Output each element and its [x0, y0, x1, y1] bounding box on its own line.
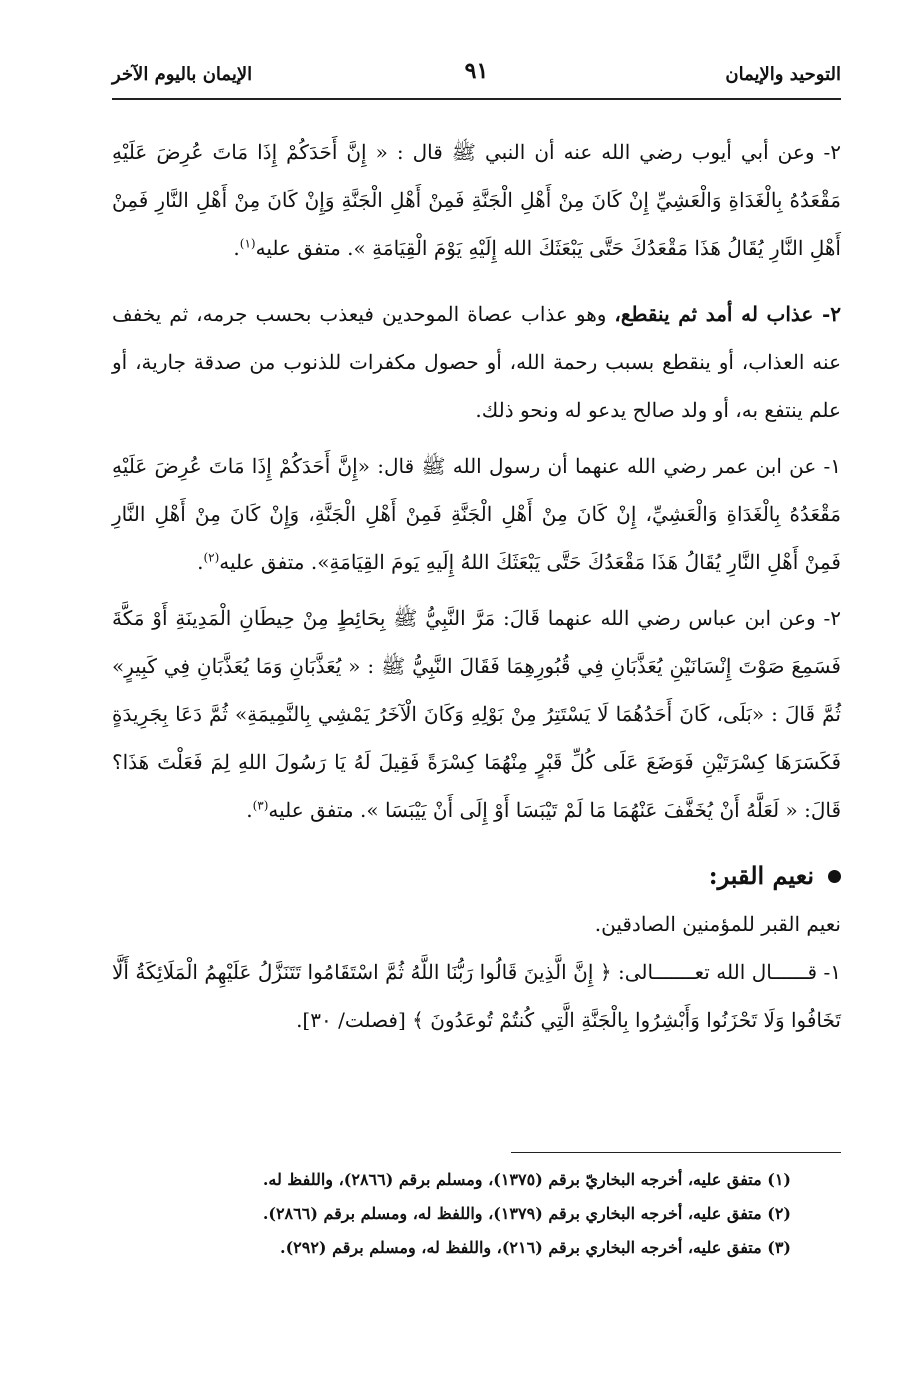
footnote-divider [511, 1152, 841, 1153]
page-body [112, 128, 841, 1044]
punishment-type-paragraph [112, 290, 841, 434]
page-number: ٩١ [464, 58, 489, 84]
footnote-ref: (١) [239, 236, 256, 251]
page-header [112, 58, 841, 100]
section-heading [112, 852, 841, 900]
section-header-title: الإيمان باليوم الآخر [112, 64, 253, 85]
quran-verse: ١- قــــــال الله تعـــــــالى: ﴿ إِنَّ الَّذِينَ قَالُوا رَبُّنَا اللَّهُ ثُمَّ اسْتَقَامُوا تَتَنَزَّلُ عَلَيْهِمُ الْمَلَائِكَةُ أَلَّا تَخَافُوا وَلَا تَحْزَنُوا وَأَبْشِرُوا بِالْجَنَّةِ الَّتِي كُنتُمْ تُوعَدُونَ ﴾ [فصلت/ ٣٠]. [112, 960, 841, 1032]
punishment-type-text: وهو عذاب عصاة الموحدين فيعذب بحسب جرمه، ثم يخفف عنه العذاب، أو ينقطع بسبب رحمة الله، أو حصول مكفرات للذنوب من صدقة جارية، أو علم ينتفع به، أو ولد صالح يدعو له ونحو ذلك. [112, 302, 841, 422]
hadith-text: ١- عن ابن عمر رضي الله عنهما أن رسول الله ﷺ قال: «إِنَّ أَحَدَكُمْ إِذَا مَاتَ عُرِضَ عَلَيْهِ مَقْعَدُهُ بِالْغَدَاةِ وَالْعَشِيِّ، إِنْ كَانَ مِنْ أَهْلِ الْجَنَّةِ فَمِنْ أَهْلِ الْجَنَّةِ، وَإِنْ كَانَ مِنْ أَهْلِ النَّارِ فَمِنْ أَهْلِ النَّارِ يُقَالُ هَذَا مَقْعَدُكَ حَتَّى يَبْعَثَكَ اللهُ إِلَيهِ يَومَ القِيَامَةِ». متفق عليه [112, 454, 841, 574]
hadith-text: ٢- وعن ابن عباس رضي الله عنهما قَالَ: مَرَّ النَّبِيُّ ﷺ بِحَائِطٍ مِنْ حِيطَانِ الْمَدِينَةِ أَوْ مَكَّةَ فَسَمِعَ صَوْتَ إِنْسَانَيْنِ يُعَذَّبَانِ فِي قُبُورِهِمَا فَقَالَ النَّبِيُّ ﷺ : « يُعَذَّبَانِ وَمَا يُعَذَّبَانِ فِي كَبِيرٍ» ثُمَّ قَالَ : «بَلَى، كَانَ أَحَدُهُمَا لَا يَسْتَتِرُ مِنْ بَوْلِهِ وَكَانَ الْآخَرُ يَمْشِي بِالنَّمِيمَةِ» ثُمَّ دَعَا بِجَرِيدَةٍ فَكَسَرَهَا كِسْرَتَيْنِ فَوَضَعَ عَلَى كُلِّ قَبْرٍ مِنْهُمَا كِسْرَةً فَقِيلَ لَهُ يَا رَسُولَ اللهِ لِمَ فَعَلْتَ هَذَا؟ قَالَ: « لَعَلَّهُ أَنْ يُخَفَّفَ عَنْهُمَا مَا لَمْ تَيْبَسَا أَوْ إِلَى أَنْ يَيْبَسَا ». متفق عليه [112, 606, 841, 822]
footnote-2: (٢) متفق عليه، أخرجه البخاري برقم (١٣٧٩)، واللفظ له، ومسلم برقم (٢٨٦٦). [262, 1204, 791, 1223]
hadith-text: ٢- وعن أبي أيوب رضي الله عنه أن النبي ﷺ قال : « إِنَّ أَحَدَكُمْ إِذَا مَاتَ عُرِضَ عَلَيْهِ مَقْعَدُهُ بِالْغَدَاةِ وَالْعَشِيِّ إِنْ كَانَ مِنْ أَهْلِ الْجَنَّةِ فَمِنْ أَهْلِ الْجَنَّةِ وَإِنْ كَانَ مِنْ أَهْلِ النَّارِ فَمِنْ أَهْلِ النَّارِ يُقَالُ هَذَا مَقْعَدُكَ حَتَّى يَبْعَثَكَ الله إِلَيْهِ يَوْمَ الْقِيَامَةِ ». متفق عليه [112, 140, 841, 260]
footnote-ref: (٢) [203, 550, 220, 565]
chapter-title: التوحيد والإيمان [725, 64, 841, 85]
footnote-1: (١) متفق عليه، أخرجه البخاريّ برقم (١٣٧٥)، ومسلم برقم (٢٨٦٦)، واللفظ له. [262, 1170, 791, 1189]
hadith-ibn-umar: ١- عن ابن عمر رضي الله عنهما أن رسول الله ﷺ قال: «إِنَّ أَحَدَكُمْ إِذَا مَاتَ عُرِضَ عَلَيْهِ مَقْعَدُهُ بِالْغَدَاةِ وَالْعَشِيِّ، إِنْ كَانَ مِنْ أَهْلِ الْجَنَّةِ فَمِنْ أَهْلِ الْجَنَّةِ، وَإِنْ كَانَ مِنْ أَهْلِ النَّارِ فَمِنْ أَهْلِ النَّارِ يُقَالُ هَذَا مَقْعَدُكَ حَتَّى يَبْعَثَكَ اللهُ إِلَيهِ يَومَ القِيَامَةِ». متفق عليه$^{(٢)}$. [112, 454, 841, 574]
footnote-3: (٣) متفق عليه، أخرجه البخاري برقم (٢١٦)، واللفظ له، ومسلم برقم (٢٩٢). [280, 1238, 791, 1257]
footnote-ref: (٣) [252, 798, 269, 813]
hadith-ibn-abbas: ٢- وعن ابن عباس رضي الله عنهما قَالَ: مَرَّ النَّبِيُّ ﷺ بِحَائِطٍ مِنْ حِيطَانِ الْمَدِينَةِ أَوْ مَكَّةَ فَسَمِعَ صَوْتَ إِنْسَانَيْنِ يُعَذَّبَانِ فِي قُبُورِهِمَا فَقَالَ النَّبِيُّ ﷺ : « يُعَذَّبَانِ وَمَا يُعَذَّبَانِ فِي كَبِيرٍ» ثُمَّ قَالَ : «بَلَى، كَانَ أَحَدُهُمَا لَا يَسْتَتِرُ مِنْ بَوْلِهِ وَكَانَ الْآخَرُ يَمْشِي بِالنَّمِيمَةِ» ثُمَّ دَعَا بِجَرِيدَةٍ فَكَسَرَهَا كِسْرَتَيْنِ فَوَضَعَ عَلَى كُلِّ قَبْرٍ مِنْهُمَا كِسْرَةً فَقِيلَ لَهُ يَا رَسُولَ اللهِ لِمَ فَعَلْتَ هَذَا؟ قَالَ: « لَعَلَّهُ أَنْ يُخَفَّفَ عَنْهُمَا مَا لَمْ تَيْبَسَا أَوْ إِلَى أَنْ يَيْبَسَا ». متفق عليه$^{(٣)}$. [112, 606, 841, 822]
hadith-abu-ayyub: ٢- وعن أبي أيوب رضي الله عنه أن النبي ﷺ قال : « إِنَّ أَحَدَكُمْ إِذَا مَاتَ عُرِضَ عَلَيْهِ مَقْعَدُهُ بِالْغَدَاةِ وَالْعَشِيِّ إِنْ كَانَ مِنْ أَهْلِ الْجَنَّةِ فَمِنْ أَهْلِ الْجَنَّةِ وَإِنْ كَانَ مِنْ أَهْلِ النَّارِ فَمِنْ أَهْلِ النَّارِ يُقَالُ هَذَا مَقْعَدُكَ حَتَّى يَبْعَثَكَ الله إِلَيْهِ يَوْمَ الْقِيَامَةِ ». متفق عليه$^{(١)}$. [112, 140, 841, 260]
section-intro: نعيم القبر للمؤمنين الصادقين. [594, 912, 841, 936]
bullet-icon [828, 870, 841, 883]
section-heading-text: نعيم القبر: [708, 861, 814, 890]
punishment-type-heading: ٢- عذاب له أمد ثم ينقطع، [614, 302, 841, 326]
footnotes [111, 1152, 841, 1265]
